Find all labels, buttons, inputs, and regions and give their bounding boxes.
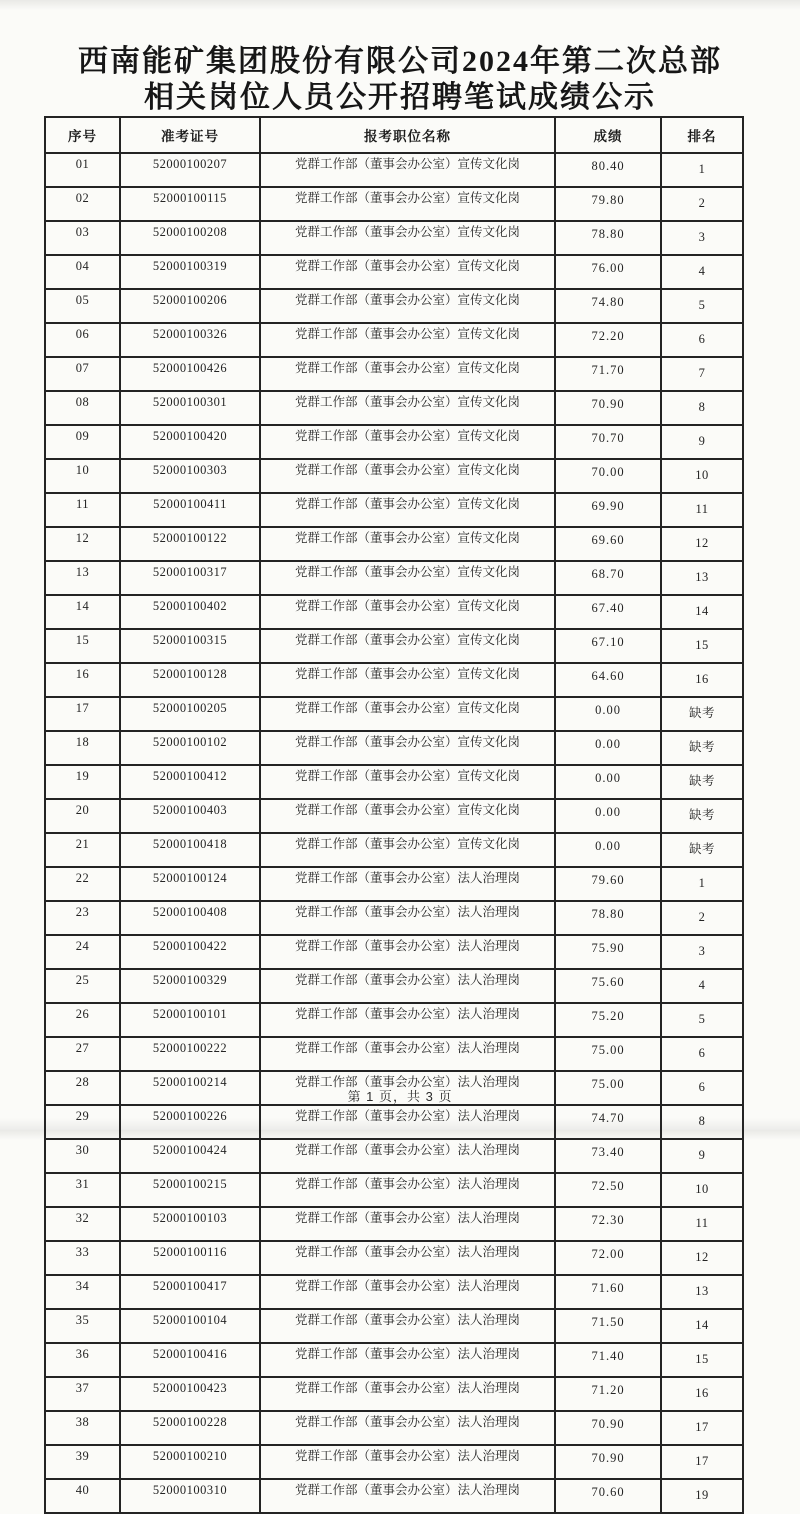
rank: 2 [661, 187, 743, 221]
table-row [45, 561, 743, 595]
position-name: 党群工作部（董事会办公室）宣传文化岗 [260, 187, 555, 221]
ticket-no: 52000100208 [120, 221, 260, 255]
score: 70.90 [555, 1411, 661, 1445]
table-row [45, 493, 743, 527]
row-no: 34 [45, 1275, 120, 1309]
rank: 4 [661, 255, 743, 289]
position-name: 党群工作部（董事会办公室）宣传文化岗 [260, 153, 555, 187]
row-no: 33 [45, 1241, 120, 1275]
ticket-no: 52000100103 [120, 1207, 260, 1241]
row-no: 25 [45, 969, 120, 1003]
ticket-no: 52000100128 [120, 663, 260, 697]
row-no: 04 [45, 255, 120, 289]
score: 74.70 [555, 1105, 661, 1139]
position-name: 党群工作部（董事会办公室）法人治理岗 [260, 1411, 555, 1445]
score: 0.00 [555, 833, 661, 867]
row-no: 40 [45, 1479, 120, 1513]
table-row [45, 527, 743, 561]
row-no: 07 [45, 357, 120, 391]
table-row [45, 697, 743, 731]
ticket-no: 52000100319 [120, 255, 260, 289]
rank: 6 [661, 323, 743, 357]
row-no: 37 [45, 1377, 120, 1411]
ticket-no: 52000100423 [120, 1377, 260, 1411]
position-name: 党群工作部（董事会办公室）宣传文化岗 [260, 561, 555, 595]
score: 73.40 [555, 1139, 661, 1173]
row-no: 18 [45, 731, 120, 765]
row-no: 30 [45, 1139, 120, 1173]
table-row [45, 459, 743, 493]
score: 75.00 [555, 1071, 661, 1105]
ticket-no: 52000100104 [120, 1309, 260, 1343]
row-no: 23 [45, 901, 120, 935]
table-row [45, 357, 743, 391]
score: 75.20 [555, 1003, 661, 1037]
row-no: 14 [45, 595, 120, 629]
ticket-no: 52000100226 [120, 1105, 260, 1139]
ticket-no: 52000100124 [120, 867, 260, 901]
row-no: 29 [45, 1105, 120, 1139]
table-row [45, 799, 743, 833]
position-name: 党群工作部（董事会办公室）法人治理岗 [260, 901, 555, 935]
table-row [45, 221, 743, 255]
table-row [45, 935, 743, 969]
rank: 3 [661, 221, 743, 255]
score: 71.70 [555, 357, 661, 391]
rank: 缺考 [661, 833, 743, 867]
rank: 8 [661, 1105, 743, 1139]
score: 71.20 [555, 1377, 661, 1411]
position-name: 党群工作部（董事会办公室）法人治理岗 [260, 1003, 555, 1037]
table-row [45, 969, 743, 1003]
row-no: 22 [45, 867, 120, 901]
position-name: 党群工作部（董事会办公室）宣传文化岗 [260, 663, 555, 697]
score: 0.00 [555, 697, 661, 731]
row-no: 24 [45, 935, 120, 969]
row-no: 05 [45, 289, 120, 323]
ticket-no: 52000100424 [120, 1139, 260, 1173]
rank: 13 [661, 561, 743, 595]
table-row [45, 1241, 743, 1275]
position-name: 党群工作部（董事会办公室）法人治理岗 [260, 1071, 555, 1105]
rank: 14 [661, 595, 743, 629]
row-no: 03 [45, 221, 120, 255]
rank: 1 [661, 867, 743, 901]
table-row [45, 1479, 743, 1513]
score: 68.70 [555, 561, 661, 595]
position-name: 党群工作部（董事会办公室）法人治理岗 [260, 1207, 555, 1241]
table-body [45, 153, 743, 1513]
table-row [45, 629, 743, 663]
table-row [45, 765, 743, 799]
ticket-no: 52000100205 [120, 697, 260, 731]
rank: 6 [661, 1071, 743, 1105]
table-row [45, 1309, 743, 1343]
score: 79.80 [555, 187, 661, 221]
position-name: 党群工作部（董事会办公室）法人治理岗 [260, 1445, 555, 1479]
row-no: 16 [45, 663, 120, 697]
position-name: 党群工作部（董事会办公室）宣传文化岗 [260, 425, 555, 459]
table-row [45, 1445, 743, 1479]
ticket-no: 52000100412 [120, 765, 260, 799]
rank: 7 [661, 357, 743, 391]
row-no: 17 [45, 697, 120, 731]
score: 0.00 [555, 799, 661, 833]
score: 75.60 [555, 969, 661, 1003]
document-title-line1: 西南能矿集团股份有限公司2024年第二次总部 [78, 45, 722, 78]
ticket-no: 52000100115 [120, 187, 260, 221]
score: 70.60 [555, 1479, 661, 1513]
table-row [45, 323, 743, 357]
position-name: 党群工作部（董事会办公室）法人治理岗 [260, 1037, 555, 1071]
table-row [45, 1411, 743, 1445]
row-no: 19 [45, 765, 120, 799]
header-score: 成绩 [555, 117, 661, 153]
ticket-no: 52000100326 [120, 323, 260, 357]
score: 78.80 [555, 901, 661, 935]
position-name: 党群工作部（董事会办公室）法人治理岗 [260, 867, 555, 901]
rank: 2 [661, 901, 743, 935]
position-name: 党群工作部（董事会办公室）法人治理岗 [260, 1343, 555, 1377]
rank: 5 [661, 1003, 743, 1037]
ticket-no: 52000100310 [120, 1479, 260, 1513]
ticket-no: 52000100303 [120, 459, 260, 493]
rank: 11 [661, 493, 743, 527]
row-no: 08 [45, 391, 120, 425]
row-no: 28 [45, 1071, 120, 1105]
score: 70.70 [555, 425, 661, 459]
row-no: 09 [45, 425, 120, 459]
score: 0.00 [555, 731, 661, 765]
header-position-name: 报考职位名称 [260, 117, 555, 153]
rank: 8 [661, 391, 743, 425]
position-name: 党群工作部（董事会办公室）法人治理岗 [260, 1377, 555, 1411]
ticket-no: 52000100426 [120, 357, 260, 391]
ticket-no: 52000100101 [120, 1003, 260, 1037]
position-name: 党群工作部（董事会办公室）宣传文化岗 [260, 459, 555, 493]
rank: 缺考 [661, 799, 743, 833]
score: 0.00 [555, 765, 661, 799]
position-name: 党群工作部（董事会办公室）宣传文化岗 [260, 289, 555, 323]
rank: 6 [661, 1037, 743, 1071]
row-no: 35 [45, 1309, 120, 1343]
rank: 15 [661, 1343, 743, 1377]
rank: 17 [661, 1411, 743, 1445]
ticket-no: 52000100215 [120, 1173, 260, 1207]
position-name: 党群工作部（董事会办公室）宣传文化岗 [260, 323, 555, 357]
score: 70.90 [555, 1445, 661, 1479]
header-rank: 排名 [661, 117, 743, 153]
score: 67.10 [555, 629, 661, 663]
table-row [45, 1037, 743, 1071]
ticket-no: 52000100329 [120, 969, 260, 1003]
position-name: 党群工作部（董事会办公室）宣传文化岗 [260, 799, 555, 833]
ticket-no: 52000100122 [120, 527, 260, 561]
position-name: 党群工作部（董事会办公室）宣传文化岗 [260, 527, 555, 561]
position-name: 党群工作部（董事会办公室）法人治理岗 [260, 1275, 555, 1309]
table-row [45, 255, 743, 289]
score: 78.80 [555, 221, 661, 255]
score: 64.60 [555, 663, 661, 697]
table-header-row [45, 117, 743, 153]
document-title [0, 44, 800, 116]
position-name: 党群工作部（董事会办公室）宣传文化岗 [260, 629, 555, 663]
table-row [45, 187, 743, 221]
row-no: 39 [45, 1445, 120, 1479]
row-no: 13 [45, 561, 120, 595]
document-title-line2: 相关岗位人员公开招聘笔试成绩公示 [144, 81, 656, 114]
row-no: 15 [45, 629, 120, 663]
rank: 缺考 [661, 697, 743, 731]
ticket-no: 52000100116 [120, 1241, 260, 1275]
ticket-no: 52000100403 [120, 799, 260, 833]
position-name: 党群工作部（董事会办公室）宣传文化岗 [260, 595, 555, 629]
score: 67.40 [555, 595, 661, 629]
ticket-no: 52000100222 [120, 1037, 260, 1071]
rank: 缺考 [661, 765, 743, 799]
position-name: 党群工作部（董事会办公室）宣传文化岗 [260, 697, 555, 731]
score: 72.50 [555, 1173, 661, 1207]
score: 75.00 [555, 1037, 661, 1071]
position-name: 党群工作部（董事会办公室）宣传文化岗 [260, 221, 555, 255]
row-no: 01 [45, 153, 120, 187]
score: 69.60 [555, 527, 661, 561]
table-row [45, 1275, 743, 1309]
table-row [45, 153, 743, 187]
position-name: 党群工作部（董事会办公室）宣传文化岗 [260, 731, 555, 765]
position-name: 党群工作部（董事会办公室）法人治理岗 [260, 969, 555, 1003]
ticket-no: 52000100206 [120, 289, 260, 323]
position-name: 党群工作部（董事会办公室）法人治理岗 [260, 1309, 555, 1343]
position-name: 党群工作部（董事会办公室）宣传文化岗 [260, 833, 555, 867]
row-no: 12 [45, 527, 120, 561]
table-row [45, 867, 743, 901]
ticket-no: 52000100210 [120, 1445, 260, 1479]
rank: 10 [661, 1173, 743, 1207]
row-no: 38 [45, 1411, 120, 1445]
score: 70.00 [555, 459, 661, 493]
ticket-no: 52000100416 [120, 1343, 260, 1377]
rank: 12 [661, 1241, 743, 1275]
row-no: 27 [45, 1037, 120, 1071]
table-row [45, 1377, 743, 1411]
score: 75.90 [555, 935, 661, 969]
score: 71.40 [555, 1343, 661, 1377]
position-name: 党群工作部（董事会办公室）法人治理岗 [260, 1139, 555, 1173]
rank: 3 [661, 935, 743, 969]
score: 76.00 [555, 255, 661, 289]
score: 71.60 [555, 1275, 661, 1309]
ticket-no: 52000100315 [120, 629, 260, 663]
position-name: 党群工作部（董事会办公室）宣传文化岗 [260, 255, 555, 289]
rank: 16 [661, 663, 743, 697]
score-table [44, 116, 744, 1514]
ticket-no: 52000100102 [120, 731, 260, 765]
row-no: 31 [45, 1173, 120, 1207]
rank: 13 [661, 1275, 743, 1309]
ticket-no: 52000100207 [120, 153, 260, 187]
table-row [45, 731, 743, 765]
row-no: 21 [45, 833, 120, 867]
table-row [45, 425, 743, 459]
rank: 1 [661, 153, 743, 187]
header-ticket-number: 准考证号 [120, 117, 260, 153]
row-no: 06 [45, 323, 120, 357]
ticket-no: 52000100408 [120, 901, 260, 935]
rank: 4 [661, 969, 743, 1003]
position-name: 党群工作部（董事会办公室）宣传文化岗 [260, 357, 555, 391]
score: 69.90 [555, 493, 661, 527]
score: 70.90 [555, 391, 661, 425]
table-row [45, 663, 743, 697]
row-no: 10 [45, 459, 120, 493]
ticket-no: 52000100420 [120, 425, 260, 459]
table-row [45, 901, 743, 935]
rank: 16 [661, 1377, 743, 1411]
table-row [45, 595, 743, 629]
ticket-no: 52000100214 [120, 1071, 260, 1105]
table-row [45, 1343, 743, 1377]
position-name: 党群工作部（董事会办公室）法人治理岗 [260, 1105, 555, 1139]
table-row [45, 1207, 743, 1241]
position-name: 党群工作部（董事会办公室）法人治理岗 [260, 1173, 555, 1207]
rank: 15 [661, 629, 743, 663]
score: 72.00 [555, 1241, 661, 1275]
score: 79.60 [555, 867, 661, 901]
score: 74.80 [555, 289, 661, 323]
table-row [45, 1173, 743, 1207]
table-row [45, 289, 743, 323]
ticket-no: 52000100411 [120, 493, 260, 527]
ticket-no: 52000100301 [120, 391, 260, 425]
row-no: 26 [45, 1003, 120, 1037]
table-row [45, 1003, 743, 1037]
ticket-no: 52000100417 [120, 1275, 260, 1309]
position-name: 党群工作部（董事会办公室）法人治理岗 [260, 1479, 555, 1513]
rank: 9 [661, 425, 743, 459]
position-name: 党群工作部（董事会办公室）法人治理岗 [260, 935, 555, 969]
table-row [45, 833, 743, 867]
rank: 14 [661, 1309, 743, 1343]
rank: 10 [661, 459, 743, 493]
position-name: 党群工作部（董事会办公室）宣传文化岗 [260, 493, 555, 527]
score: 71.50 [555, 1309, 661, 1343]
ticket-no: 52000100422 [120, 935, 260, 969]
score: 80.40 [555, 153, 661, 187]
rank: 缺考 [661, 731, 743, 765]
rank: 19 [661, 1479, 743, 1513]
score: 72.20 [555, 323, 661, 357]
table-row [45, 1139, 743, 1173]
rank: 17 [661, 1445, 743, 1479]
row-no: 36 [45, 1343, 120, 1377]
ticket-no: 52000100418 [120, 833, 260, 867]
score: 72.30 [555, 1207, 661, 1241]
row-no: 20 [45, 799, 120, 833]
page-footer: 第 1 页，共 3 页 [347, 1089, 453, 1104]
ticket-no: 52000100228 [120, 1411, 260, 1445]
header-serial-number: 序号 [45, 117, 120, 153]
rank: 9 [661, 1139, 743, 1173]
table-row [45, 1105, 743, 1139]
rank: 11 [661, 1207, 743, 1241]
row-no: 02 [45, 187, 120, 221]
rank: 12 [661, 527, 743, 561]
table-row [45, 391, 743, 425]
position-name: 党群工作部（董事会办公室）宣传文化岗 [260, 391, 555, 425]
row-no: 32 [45, 1207, 120, 1241]
row-no: 11 [45, 493, 120, 527]
ticket-no: 52000100317 [120, 561, 260, 595]
position-name: 党群工作部（董事会办公室）法人治理岗 [260, 1241, 555, 1275]
ticket-no: 52000100402 [120, 595, 260, 629]
rank: 5 [661, 289, 743, 323]
position-name: 党群工作部（董事会办公室）宣传文化岗 [260, 765, 555, 799]
